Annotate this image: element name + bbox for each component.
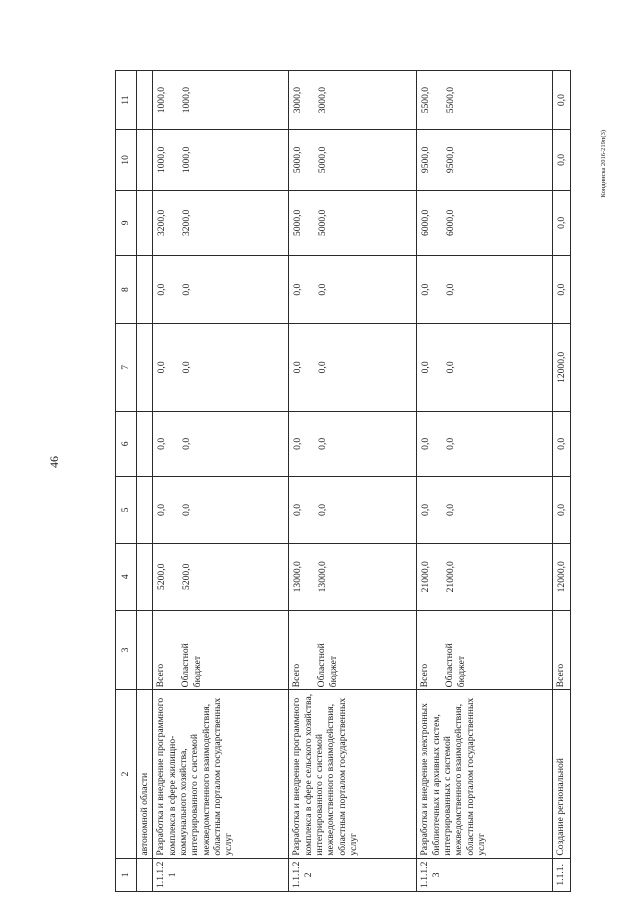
header-cell: 7 <box>116 324 137 411</box>
value-cell <box>153 477 289 544</box>
value-total: 0,0 <box>420 361 432 374</box>
row-id: 1.1.1.22 <box>289 858 417 891</box>
value-total: 12000,0 <box>553 543 570 610</box>
source-budget: Областной бюджет <box>180 643 203 688</box>
source-total: Всего <box>291 663 303 688</box>
row-id: 1.1.1.21 <box>153 858 289 891</box>
row-title: Разработка и внедрение электронных библиотечных и архивных систем, интегрированных с системой межведомственного взаимодействия, областным порталом государственных услуг <box>417 690 553 858</box>
value-budget: 0,0 <box>445 503 457 516</box>
value-cell <box>289 190 417 256</box>
fragment-text: автономной области <box>137 690 153 858</box>
value-total: 0,0 <box>156 503 168 516</box>
table-row <box>417 71 553 892</box>
empty-cell <box>137 411 153 477</box>
value-total: 0,0 <box>553 256 570 324</box>
value-budget: 0,0 <box>445 283 457 296</box>
value-budget: 0,0 <box>181 437 193 450</box>
budget-table <box>115 70 571 892</box>
header-cell: 9 <box>116 190 137 256</box>
value-total: 5500,0 <box>420 86 432 114</box>
value-total: 3000,0 <box>292 86 304 114</box>
empty-cell <box>137 324 153 411</box>
source-cell <box>417 610 553 690</box>
value-cell <box>417 71 553 130</box>
value-budget: 21000,0 <box>445 561 457 593</box>
value-cell <box>289 324 417 411</box>
value-budget: 5000,0 <box>317 209 329 237</box>
value-cell <box>417 324 553 411</box>
value-cell <box>153 411 289 477</box>
table-row <box>153 71 289 892</box>
value-total: 12000,0 <box>553 324 570 411</box>
value-budget: 5000,0 <box>317 146 329 174</box>
value-budget: 0,0 <box>181 361 193 374</box>
row-id: 1.1.1.23 <box>417 858 553 891</box>
value-cell <box>153 190 289 256</box>
value-budget: 0,0 <box>317 503 329 516</box>
value-total: 0,0 <box>292 361 304 374</box>
value-cell <box>289 130 417 190</box>
value-budget: 0,0 <box>317 437 329 450</box>
value-total: 5000,0 <box>292 146 304 174</box>
value-total: 3200,0 <box>156 209 168 237</box>
rotated-table-wrapper <box>115 70 568 892</box>
value-total: 0,0 <box>156 283 168 296</box>
value-total: 0,0 <box>420 437 432 450</box>
value-budget: 5200,0 <box>181 563 193 590</box>
value-cell <box>417 411 553 477</box>
row-title: Разработка и внедрение программного комплекса в сфере сельского хозяйства, интегрированного с системой межведомственного взаимодействия, областным порталом государственных услуг <box>289 690 417 858</box>
source-cell <box>153 610 289 690</box>
value-total: 9500,0 <box>420 146 432 174</box>
value-cell <box>289 477 417 544</box>
source-cell <box>289 610 417 690</box>
source-total: Всего <box>419 663 431 688</box>
value-total: 13000,0 <box>292 561 304 593</box>
value-total: 0,0 <box>292 503 304 516</box>
value-total: 6000,0 <box>420 209 432 237</box>
value-total: 21000,0 <box>420 561 432 593</box>
value-cell <box>417 190 553 256</box>
value-budget: 1000,0 <box>181 86 193 114</box>
value-budget: 5500,0 <box>445 86 457 114</box>
value-budget: 0,0 <box>317 361 329 374</box>
source-total: Всего <box>553 610 570 690</box>
value-budget: 3200,0 <box>181 209 193 237</box>
value-budget: 0,0 <box>181 283 193 296</box>
value-cell <box>289 71 417 130</box>
value-total: 0,0 <box>156 437 168 450</box>
page-number: 46 <box>47 456 61 468</box>
empty-cell <box>137 71 153 130</box>
value-total: 5200,0 <box>156 563 168 590</box>
value-total: 0,0 <box>156 361 168 374</box>
value-cell <box>417 256 553 324</box>
empty-cell <box>137 190 153 256</box>
value-total: 1000,0 <box>156 86 168 114</box>
value-cell <box>417 477 553 544</box>
header-cell: 8 <box>116 256 137 324</box>
value-total: 0,0 <box>292 437 304 450</box>
empty-cell <box>137 858 153 891</box>
value-total: 0,0 <box>553 130 570 190</box>
source-total: Всего <box>155 663 167 688</box>
value-budget: 0,0 <box>181 503 193 516</box>
value-total: 0,0 <box>553 190 570 256</box>
header-cell: 1 <box>116 858 137 891</box>
empty-cell <box>137 543 153 610</box>
value-total: 0,0 <box>553 71 570 130</box>
document-code: Кондинска 2016-219п(3) <box>600 130 607 198</box>
empty-cell <box>137 130 153 190</box>
source-budget: Областной бюджет <box>316 643 339 688</box>
header-cell: 10 <box>116 130 137 190</box>
value-budget: 6000,0 <box>445 209 457 237</box>
value-cell <box>417 543 553 610</box>
value-total: 5000,0 <box>292 209 304 237</box>
value-cell <box>289 543 417 610</box>
row-title: Разработка и внедрение программного комплекса в сфере жилищно-коммунального хозяйства, интегрированного с системой межведомственного взаимодействия, областным порталом государственных услуг <box>153 690 289 858</box>
value-total: 1000,0 <box>156 146 168 174</box>
value-cell <box>153 543 289 610</box>
value-cell <box>289 256 417 324</box>
header-cell: 5 <box>116 477 137 544</box>
header-cell: 6 <box>116 411 137 477</box>
header-row <box>116 71 137 892</box>
empty-cell <box>137 610 153 690</box>
header-cell: 2 <box>116 690 137 858</box>
value-budget: 3000,0 <box>317 86 329 114</box>
table-row <box>553 71 570 892</box>
value-total: 0,0 <box>292 283 304 296</box>
value-budget: 9500,0 <box>445 146 457 174</box>
value-budget: 1000,0 <box>181 146 193 174</box>
value-budget: 0,0 <box>317 283 329 296</box>
header-cell: 4 <box>116 543 137 610</box>
header-cell: 11 <box>116 71 137 130</box>
value-budget: 13000,0 <box>317 561 329 593</box>
value-cell <box>153 71 289 130</box>
value-cell <box>153 324 289 411</box>
value-total: 0,0 <box>553 411 570 477</box>
value-cell <box>289 411 417 477</box>
value-cell <box>153 256 289 324</box>
empty-cell <box>137 477 153 544</box>
source-budget: Областной бюджет <box>444 643 467 688</box>
empty-cell <box>137 256 153 324</box>
value-cell <box>153 130 289 190</box>
header-cell: 3 <box>116 610 137 690</box>
row-id: 1.1.1. <box>553 858 570 891</box>
row-title: Создание региональной <box>553 690 570 858</box>
value-budget: 0,0 <box>445 437 457 450</box>
value-cell <box>417 130 553 190</box>
value-total: 0,0 <box>420 283 432 296</box>
value-total: 0,0 <box>420 503 432 516</box>
value-total: 0,0 <box>553 477 570 544</box>
value-budget: 0,0 <box>445 361 457 374</box>
table-row <box>289 71 417 892</box>
fragment-row <box>137 71 153 892</box>
